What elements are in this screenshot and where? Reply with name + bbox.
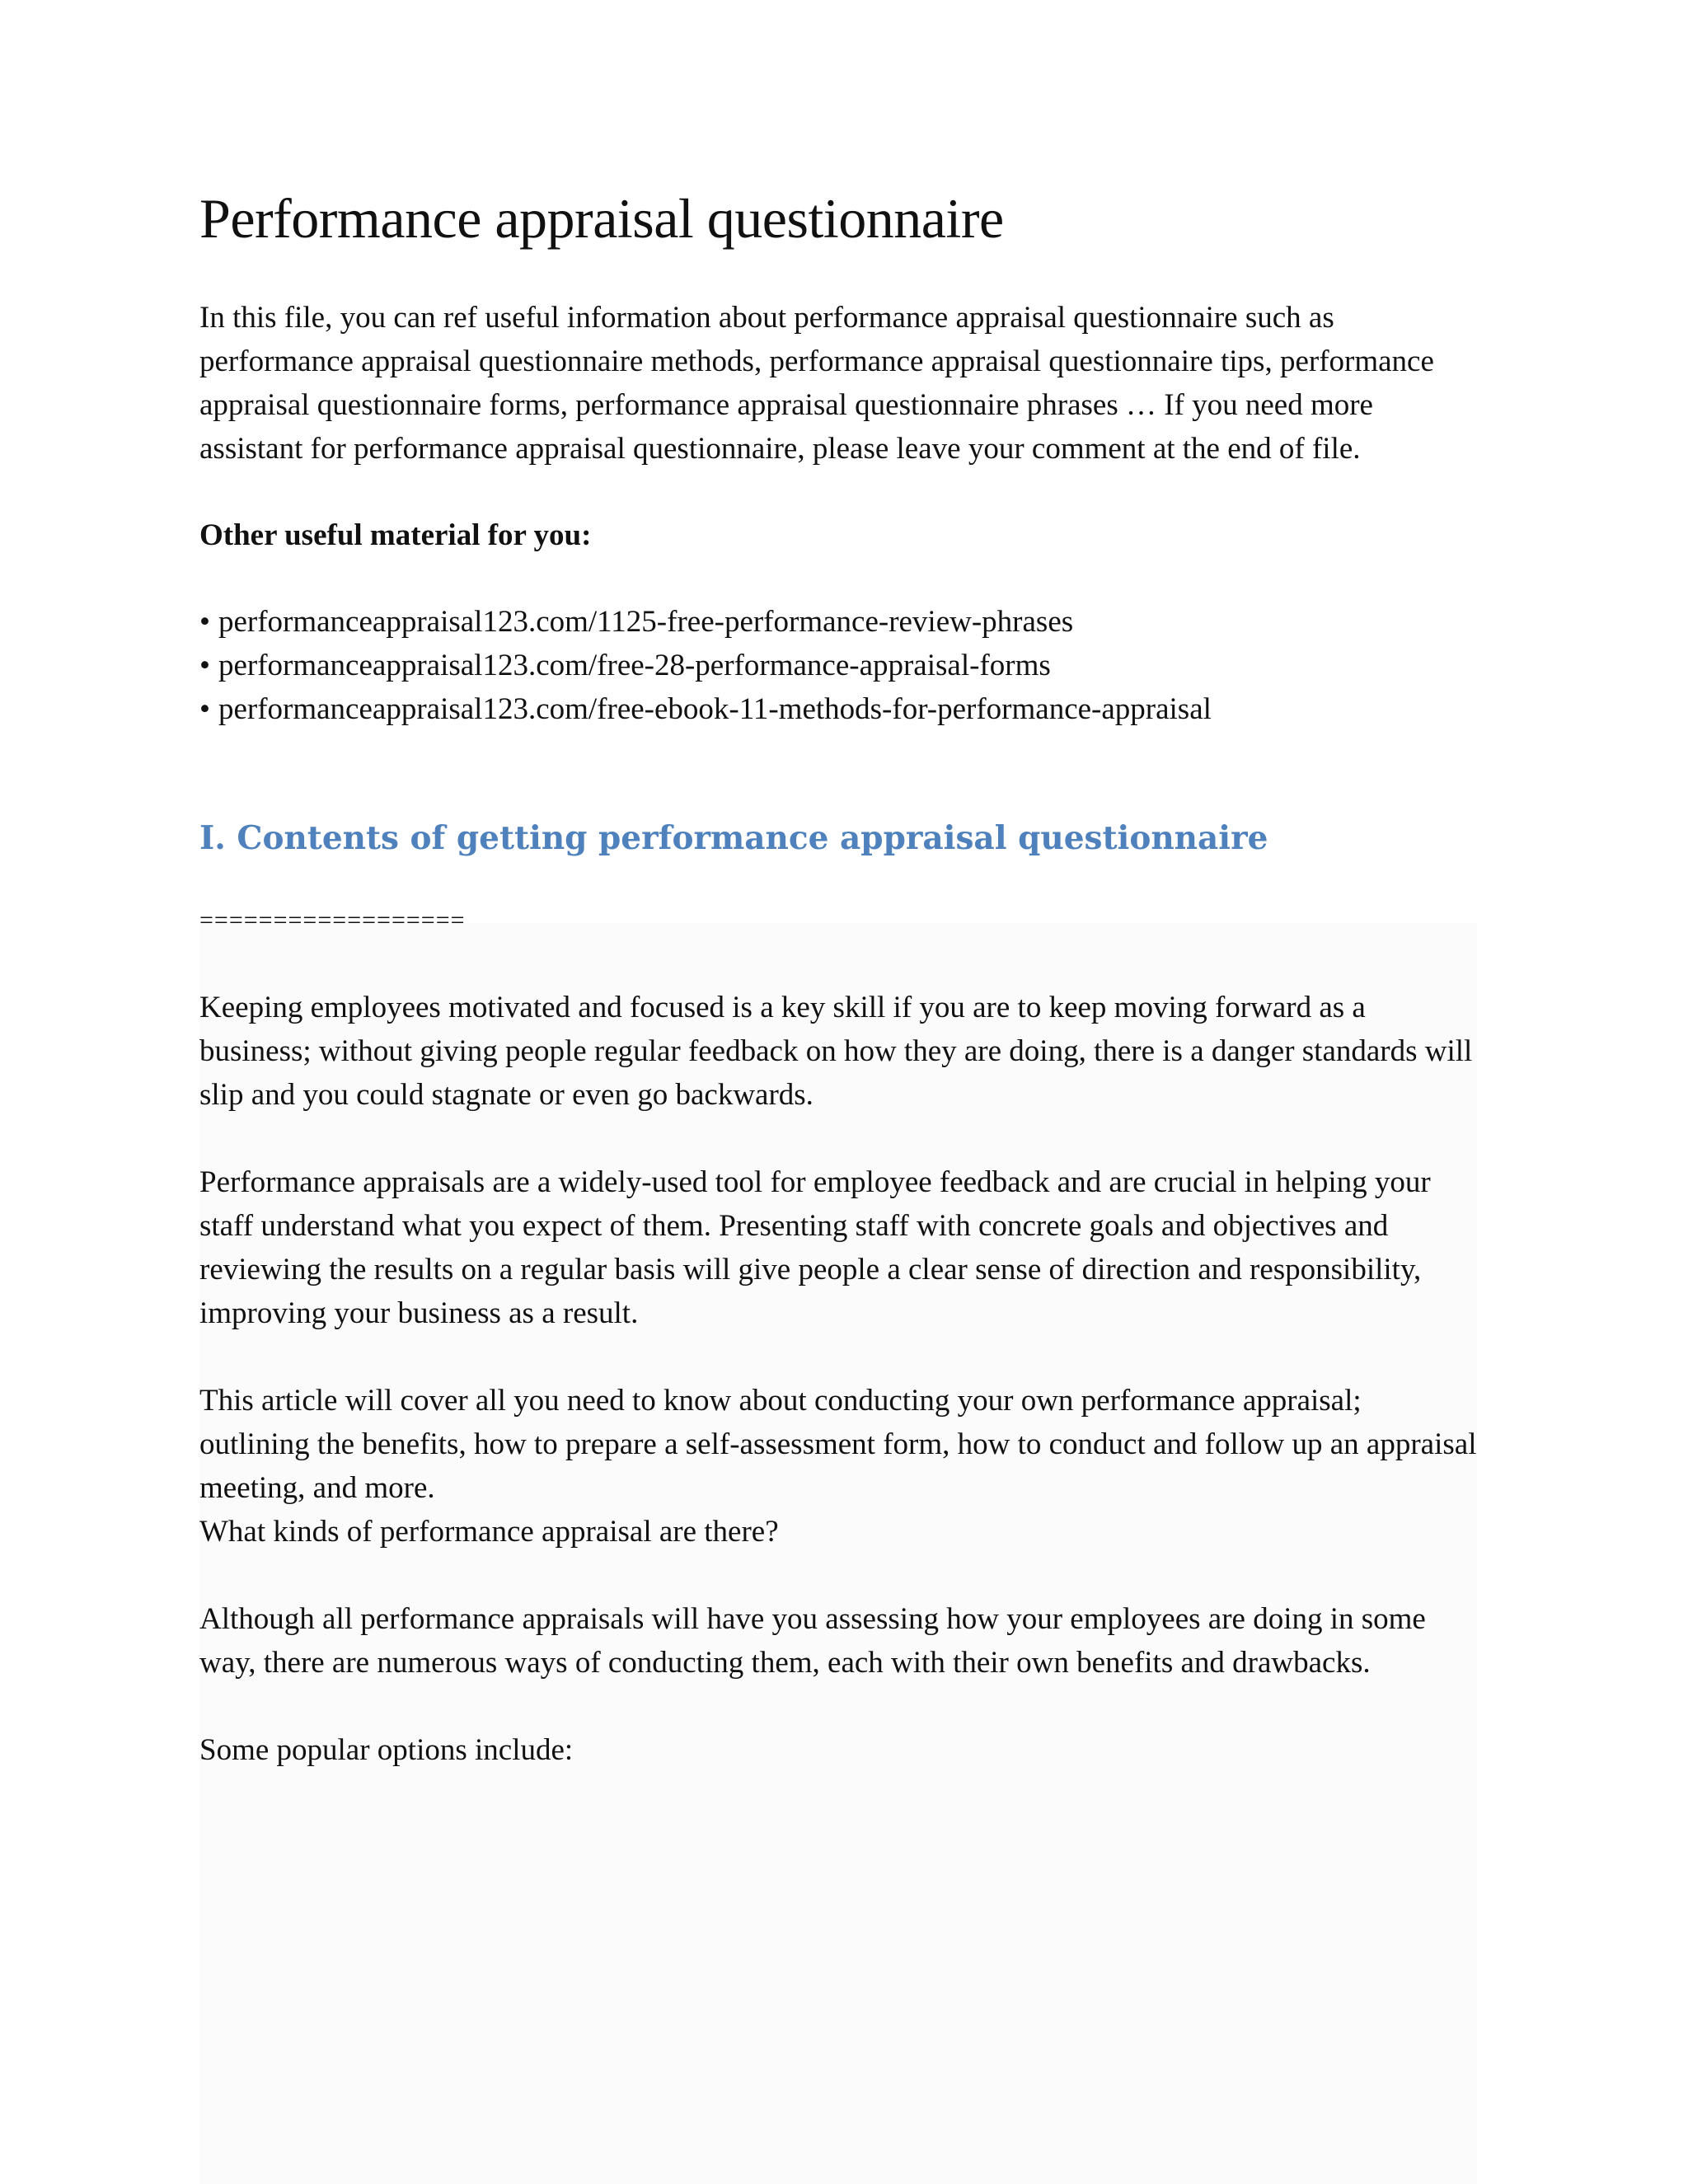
section-heading: I. Contents of getting performance appraisal questionnaire	[199, 818, 1268, 857]
body-paragraph: Performance appraisals are a widely-used tool for employee feedback and are crucial in helping your staff understand what you expect of them. Presenting staff with concrete goals and objectives and reviewing the results on a regular basis will give people a clear sense of direction and responsibility, improving your business as a result.	[199, 1165, 1431, 1331]
body-paragraph: What kinds of performance appraisal are there?	[199, 1515, 779, 1549]
body-paragraph: Keeping employees motivated and focused is a key skill if you are to keep moving forward as a business; without giving people regular feedback on how they are doing, there is a danger standards will slip and you could stagnate or even go backwards.	[199, 991, 1473, 1113]
material-link[interactable]: • performanceappraisal123.com/1125-free-performance-review-phrases	[199, 600, 1477, 644]
document-title: Performance appraisal questionnaire	[199, 187, 1004, 250]
material-link-list	[199, 600, 1477, 731]
other-material-heading: Other useful material for you:	[199, 518, 592, 552]
document-content	[199, 185, 1477, 1772]
material-link[interactable]: • performanceappraisal123.com/free-ebook-11-methods-for-performance-appraisal	[199, 687, 1477, 731]
body-paragraph: Some popular options include:	[199, 1733, 574, 1768]
body-paragraph: Although all performance appraisals will have you assessing how your employees are doing in some way, there are numerous ways of conducting them, each with their own benefits and drawbacks.	[199, 1602, 1426, 1680]
body-paragraph: This article will cover all you need to know about conducting your own performance appraisal; outlining the benefits, how to prepare a self-assessment form, how to conduct and follow up an appraisal meeting, and more.	[199, 1384, 1477, 1506]
intro-paragraph: In this file, you can ref useful information about performance appraisal questionnaire such as performance appraisal questionnaire methods, performance appraisal questionnaire tips, performance appraisal questionnaire forms, performance appraisal questionnaire phrases … If you need more assistant for performance appraisal questionnaire, please leave your comment at the end of file.	[199, 300, 1434, 466]
material-link[interactable]: • performanceappraisal123.com/free-28-performance-appraisal-forms	[199, 644, 1477, 687]
separator-rule: ==================	[199, 907, 466, 935]
